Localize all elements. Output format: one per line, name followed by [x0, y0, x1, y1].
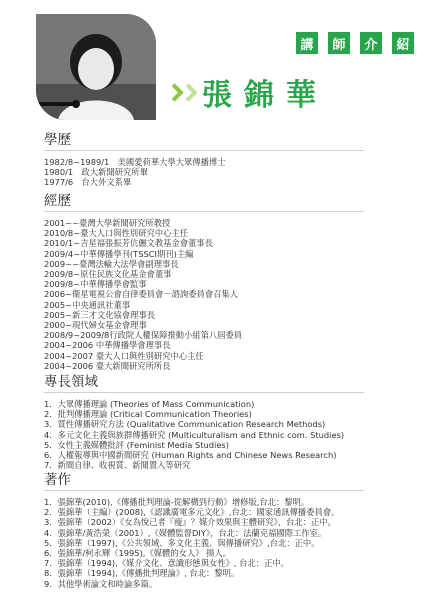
list-item: 2006~衛星電視公會自律委員會－諮詢委員會召集人 — [44, 289, 239, 300]
list-item: 5．張錦華（1997),《公共領域、多文化主義、與傳播研究》,台北：正中。 — [44, 537, 320, 548]
list-item: 4．張錦華/黃浩榮（2001）,《媒體監督DIY》，台北：法蘭克福國際工作室。 — [44, 527, 327, 538]
list-item: 6．人權報導與中國新聞研究 (Human Rights and Chinese News Research) — [44, 450, 337, 461]
list-item: 5．女性主義媒體批評 (Feminist Media Studies) — [44, 439, 229, 450]
publications-section — [44, 468, 364, 589]
list-item: 2004~2006 臺大新聞研究所所長 — [44, 360, 171, 371]
list-item: 3．張錦華（2002）《女為悅己者『瘦』？媒介效果與主體研究》，台北：正中。 — [44, 517, 336, 528]
list-item: 2001~~臺灣大學新聞研究所教授 — [44, 218, 171, 228]
list-item: 1977/6 台大外文系畢 — [44, 177, 132, 188]
divider — [44, 490, 364, 491]
divider — [44, 392, 364, 393]
expertise-list — [44, 399, 364, 470]
experience-list — [44, 218, 364, 371]
divider — [44, 211, 364, 212]
list-item: 1．大眾傳播理論 (Theories of Mass Communication) — [44, 399, 255, 409]
list-item: 7．張錦華（1994),《媒介文化、意識形態與女性》, 台北：正中。 — [44, 558, 289, 569]
list-item: 2009/8~中華傳播學會監事 — [44, 279, 147, 290]
list-item: 2000~現代婦女基金會理事 — [44, 320, 147, 331]
list-item: 2005~中央通訊社董事 — [44, 299, 131, 310]
list-item: 2010/1~吉星福張振芳伉儷文教基金會董事長 — [44, 238, 213, 249]
expertise-section — [44, 370, 364, 470]
badge-char-3: 介 — [360, 32, 382, 54]
list-item: 1．張錦華(2010),《傳播批判理論-從解構到行動》增修版,台北：黎明。 — [44, 497, 310, 507]
name-row — [168, 70, 328, 114]
list-item: 2004~2007 臺大人口與性別研究中心主任 — [44, 350, 204, 361]
list-item: 2．張錦華（主編）(2008),《認識廣電多元文化》,台北：國家通訊傳播委員會。 — [44, 507, 340, 518]
badge-char-2: 師 — [328, 32, 350, 54]
list-item: 9．其他學術論文和時論多篇。 — [44, 578, 158, 589]
lecturer-intro-badges — [296, 32, 414, 54]
list-item: 1980/1 政大新聞研究所畢 — [44, 167, 148, 178]
education-list — [44, 157, 364, 188]
education-section — [44, 128, 364, 188]
list-item: 2．批判傳播理論 (Critical Communication Theories) — [44, 409, 252, 420]
list-item: 8．張錦華（1994),《傳播批判理論》, 台北：黎明。 — [44, 568, 240, 579]
publications-list — [44, 497, 364, 589]
speaker-portrait — [36, 14, 156, 120]
speaker-name: 張錦華 — [202, 78, 328, 113]
list-item: 3．質性傳播研究方法 (Qualitative Communication Research Methods) — [44, 419, 326, 430]
list-item: 2004~2006 中華傳播學會理事長 — [44, 340, 171, 351]
publications-heading: 著作 — [44, 472, 71, 488]
list-item: 1982/8~1989/1 美國愛荷華大學大眾傳播博士 — [44, 157, 226, 167]
badge-char-1: 講 — [296, 32, 318, 54]
list-item: 2005~新三才文化協會理事長 — [44, 309, 156, 320]
list-item: 2009/4~中華傳播學刊(TSSCI期刊)主編 — [44, 248, 194, 259]
chevron-light-icon — [179, 83, 197, 101]
divider — [44, 150, 364, 151]
expertise-heading: 專長領域 — [44, 374, 98, 390]
list-item: 2010/8~臺大人口與性別研究中心主任 — [44, 228, 189, 239]
badge-char-4: 紹 — [392, 32, 414, 54]
list-item: 2009/8~原住民族文化基金會董事 — [44, 269, 172, 280]
list-item: 6．張錦華/柯永輝（1995),《媒體的女人》 揚人。 — [44, 548, 232, 559]
list-item: 7．新聞自律、收視質、新聞置入等研究 — [44, 460, 191, 471]
experience-section — [44, 189, 364, 371]
list-item: 2008/9~2009/8行政院人權保障推動小組第八屆委員 — [44, 330, 243, 341]
list-item: 4．多元文化主義與族群傳播研究 (Multiculturalism and Ethnic com. Studies) — [44, 429, 345, 440]
education-heading: 學歷 — [44, 132, 71, 148]
chevron-right-icon — [168, 86, 196, 99]
experience-heading: 經歷 — [44, 193, 71, 209]
speaker-photo — [36, 14, 156, 120]
list-item: 2009~~臺灣法輪大法學會副理事長 — [44, 258, 179, 269]
